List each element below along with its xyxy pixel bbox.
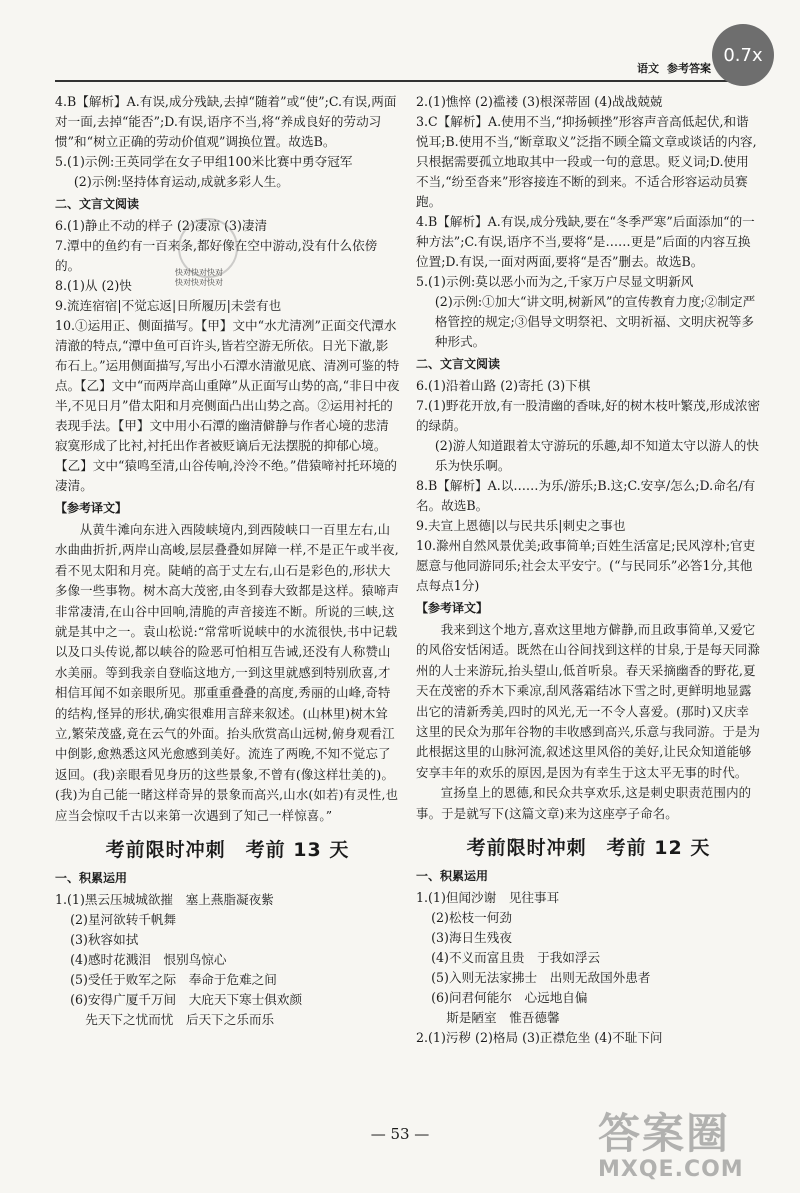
list-item: (6)问君何能尔 心远地自偏 <box>431 990 588 1006</box>
answer-10: 10.①运用正、侧面描写。【甲】文中“水尤清冽”正面交代潭水清澈的特点,“潭中鱼可百许头,皆若空游无所依。日光下澈,影布石上。”运用侧面描写,写出小石潭水清澈见底、清冽可鉴的特点。【乙】文中“而两岸高山重障”从正面写山势的高,“非日中夜半,不见日月”借太阳和月亮侧面凸出山势之高。②运用衬托的表现手法。【甲】文中用小石潭的幽清僻静与作者心境的悲清寂寞形成了比衬,衬托出作者被贬谪后无法摆脱的抑郁心境。【乙】文中“猿鸣至清,山谷传响,泠泠不绝。”借猿啼衬托环境的凄清。 <box>55 318 400 493</box>
mini-text-line: 快对快对快对 <box>175 278 223 287</box>
answer-5b: (2)示例:①加大“讲文明,树新风”的宣传教育力度;②制定严格管控的规定;③倡导文明祭祀、文明祈福、文明庆祝等多种形式。 <box>434 294 756 349</box>
list-item: (3)海日生残夜 <box>431 930 512 946</box>
reference-translation-text-2: 宣扬皇上的恩德,和民众共享欢乐,这是刺史职责范围内的事。于是就写下(这篇文章)来为这座亭子命名。 <box>416 785 752 821</box>
corner-watermark <box>598 1110 768 1182</box>
mini-text-line: 快对快对快对 <box>175 268 223 277</box>
list-item: (6)安得广厦千万间 大庇天下寒士俱欢颜 <box>70 992 303 1008</box>
accumulation-list <box>416 888 761 1048</box>
list-item: (5)入则无法家拂士 出则无敌国外患者 <box>431 970 651 986</box>
reference-translation-title: 【参考译文】 <box>55 501 128 515</box>
answer-7: 7.(1)野花开放,有一股清幽的香味,好的树木枝叶繁茂,形成浓密的绿荫。 <box>416 398 761 433</box>
section-heading-classical: 二、文言文阅读 <box>416 357 501 371</box>
answer-10: 10.滁州自然风景优美;政事简单;百姓生活富足;民风淳朴;官吏愿意与他同游同乐;社会太平安宁。(“与民同乐”必答1分,其他点每点1分) <box>416 538 756 593</box>
watermark-line-2: MXQE.COM <box>598 1157 744 1182</box>
answer-4: 4.B【解析】A.有误,成分残缺,要在“冬季严寒”后面添加“的一种方法”;C.有误,语序不当,要将“是……更是”后面的内容互换位置;D.有误,一面对两面,要将“是否”删去。故选B。 <box>416 214 755 269</box>
list-item: 先天下之忧而忧 后天下之乐而乐 <box>85 1012 275 1028</box>
answer-9: 9.夫宣上恩德|以与民共乐|刺史之事也 <box>416 518 626 533</box>
answer-7b: (2)游人知道跟着太守游玩的乐趣,却不知道太守以游人的快乐为快乐啊。 <box>434 438 759 473</box>
list-item: (4)不义而富且贵 于我如浮云 <box>431 950 601 966</box>
answer-5b: (2)示例:坚持体育运动,成就多彩人生。 <box>73 174 289 189</box>
list-item: (2)松枝一何劲 <box>431 910 512 926</box>
answer-7: 7.潭中的鱼约有一百来条,都好像在空中游动,没有什么依傍的。 <box>55 238 378 273</box>
page-number: — 53 — <box>370 1125 430 1143</box>
header-answer-label: 参考答案 <box>667 62 711 75</box>
answer-6: 6.(1)沿着山路 (2)寄托 (3)下棋 <box>416 378 591 393</box>
playback-speed-badge[interactable]: 0.7x <box>712 24 774 86</box>
answer-8: 8.B【解析】A.以……为乐/游乐;B.这;C.安享/怎么;D.命名/有名。故选B。 <box>416 478 756 513</box>
list-item: (4)感时花溅泪 恨别鸟惊心 <box>70 952 227 968</box>
reference-translation-text: 我来到这个地方,喜欢这里地方僻静,而且政事简单,又爱它的风俗安恬闲适。既然在山谷间找到这样的甘泉,于是每天同滁州的人士来游玩,抬头望山,低首听泉。春天采摘幽香的野花,夏天在茂密的乔木下乘凉,刮风落霜结冰下雪之时,更鲜明地显露出它的清新秀美,四时的风光,无一不令人喜爱。(那时)又庆幸这里的民众为那年谷物的丰收感到高兴,乐意与我同游。于是为此根据这里的山脉河流,叙述这里风俗的美好,让民众知道能够安享丰年的欢乐的原因,是因为有幸生于这太平无事的时代。 <box>416 622 761 780</box>
section-heading-accumulation: 一、积累运用 <box>55 871 128 886</box>
answer-4: 4.B【解析】A.有误,成分残缺,去掉“随着”或“使”;C.有误,两面对一面,去掉“能否”;D.有误,语序不当,将“养成良好的劳动习惯”和“树立正确的劳动价值观”调换位置。故选B。 <box>55 94 397 149</box>
list-item: 1.(1)黑云压城城欲摧 塞上燕脂凝夜紫 <box>55 892 274 908</box>
answer-8: 8.(1)从 (2)快 <box>55 278 132 293</box>
list-item: (2)星河欲转千帆舞 <box>70 912 177 928</box>
reference-translation-title: 【参考译文】 <box>416 601 489 615</box>
answer-6: 6.(1)静止不动的样子 (2)凄凉 (3)凄清 <box>55 218 268 233</box>
list-item: (5)受任于败军之际 奉命于危难之间 <box>70 972 277 988</box>
accumulation-list <box>55 890 400 1030</box>
section-heading-classical: 二、文言文阅读 <box>55 197 140 211</box>
section-big-title: 考前限时冲刺 考前 13 天 <box>105 839 350 862</box>
list-item: 1.(1)但闻沙谢 见往事耳 <box>416 890 560 906</box>
section-big-title: 考前限时冲刺 考前 12 天 <box>466 837 711 860</box>
header-rule <box>55 80 745 82</box>
right-column <box>416 92 761 1048</box>
answer-2: 2.(1)憔悴 (2)褴褛 (3)根深蒂固 (4)战战兢兢 <box>416 94 663 109</box>
list-item: 2.(1)污秽 (2)格局 (3)正襟危坐 (4)不耻下问 <box>416 1030 663 1046</box>
answer-5: 5.(1)示例:王英同学在女子甲组100米比赛中勇夺冠军 <box>55 154 353 169</box>
answer-5: 5.(1)示例:莫以恶小而为之,千家万户尽显文明新风 <box>416 274 694 289</box>
overlay-mini-text <box>175 268 223 288</box>
header-subject: 语文 <box>637 62 659 75</box>
section-heading-accumulation: 一、积累运用 <box>416 869 489 884</box>
list-item: 斯是陋室 惟吾德馨 <box>446 1010 560 1026</box>
answer-9: 9.流连宿宿|不觉忘返|日所履历|未尝有也 <box>55 298 282 313</box>
answer-3: 3.C【解析】A.使用不当,“抑扬顿挫”形容声音高低起伏,和谐悦耳;B.使用不当,“断章取义”泛指不顾全篇文章或谈话的内容,只根据需要孤立地取其中一段或一句的意思。贬义词;D.使用不当,“纷至沓来”形容接连不断的到来。不适合形容运动员赛跑。 <box>416 114 757 209</box>
list-item: (3)秋容如拭 <box>70 932 139 948</box>
reference-translation-text: 从黄牛滩向东进入西陵峡境内,到西陵峡口一百里左右,山水曲曲折折,两岸山高峻,层层叠叠如屏障一样,不是正午或半夜,看不见太阳和月亮。陡峭的高于丈左右,山石是彩色的,形状大多像一些事物。树木高大茂密,由冬到春大致都是这样。猿啼声非常凄清,在山谷中回响,清脆的声音接连不断。所说的三峡,这就是其中之一。袁山松说:“常常听说峡中的水流很快,书中记载以及口头传说,都以峡谷的险恶可怕相互告诫,还没有人称赞山水美丽。等到我亲自登临这地方,一到这里就感到特别欣喜,才相信耳闻不如亲眼所见。那重重叠叠的高度,秀丽的山峰,奇特的结构,怪异的形状,确实很难用言辞来叙述。(山林里)树木耸立,繁荣茂盛,竟在云气的外面。抬头欣赏高山远树,俯身观看江中倒影,愈熟悉这风光愈感到美好。流连了两晚,不知不觉忘了返回。(我)亲眼看见身历的这些景象,不曾有(像这样壮美的)。(我)为自己能一睹这样奇异的景象而高兴,山水(如若)有灵性,也应当会惊叹千古以来第一次遇到了知己一样惊喜。” <box>55 522 400 823</box>
watermark-line-1: 答案圈 <box>598 1109 731 1158</box>
